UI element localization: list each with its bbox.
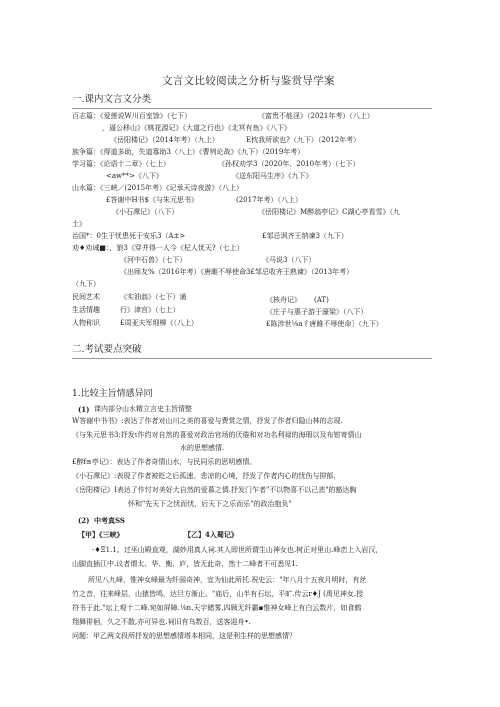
analysis-line: 《岳阳楼记》I表达了作忖对美好大自然的爱慕之情.抒发门乍者"不以物喜不以己悲"的豁达胸 <box>72 486 357 494</box>
row-text: £答谢中H书$《与朱元思书》 <box>106 196 199 204</box>
row-text: 《送东阳马生序》《九下》 <box>232 172 313 180</box>
analysis-line: 水的思想感情. <box>180 444 225 452</box>
analysis-line: 《小石潭记》:表现了作者被贬之后孤速、悲凉的心境，抒发了作者内心的忧伤与抑郁， <box>72 472 341 480</box>
row-text: (2017年考）（八上） <box>236 196 303 204</box>
category-label: 人物称识 <box>72 319 100 327</box>
passage-line: 翔舞徘徊，久之不散,亦可异也.祠旧有乌数百，送客迎舟•. <box>72 618 251 626</box>
row-text: 山水篇：《三峡／(2015年考）《记承天诗夜游》（八上） <box>72 184 244 192</box>
row-text: 百志篇：《爱莲说W川百室馀》（七下） <box>72 112 192 120</box>
analysis-line: W答谢中书书》:表达了作者对山川之美的喜爱与费赏之情，抒发了作者归隐山林的志现. <box>72 417 343 425</box>
row-text: （九下） <box>72 280 100 288</box>
row-text: 《马说3（八下） <box>262 256 316 264</box>
row-text: 劝♦劝诫■：，狼3《穿井得一人今《杞人忧天?（七上） <box>72 244 244 252</box>
work-title: 《实油翁》（七下）通 <box>120 293 187 301</box>
row-text: 《孙权劝学3（2020年、2010年考）（七下） <box>218 160 360 168</box>
row-text: <aw**>《八下》 <box>106 172 163 180</box>
row-text: 族争篇：《得道多助，失道寡助3（八上）《曹刿论战》《九下）（2019年考） <box>72 148 305 156</box>
analysis-line: 怀和"先天下之忧而忧，后天下之乐而乐"的政治抱负" <box>128 500 292 508</box>
row-text: 《小石潭记》（八下） <box>112 208 179 216</box>
work-title: £陈涉世⅛a彳唐雎不辱使命］（九下） <box>266 320 383 328</box>
work-title: 《庄子与惠子游于濠梁》（八下） <box>266 308 368 316</box>
row-text: 土》 <box>72 220 86 228</box>
row-text: 《岳阳楼记》M醉翁亭记》C湖心亭看雪》（九 <box>258 208 401 216</box>
item-text: 课内部分山水精立言史主旨情整 <box>94 405 192 413</box>
row-text: 学习篇：《论语十二章》（七上） <box>72 160 170 168</box>
item-number: (2) <box>78 516 90 525</box>
analysis-line: 《与朱元思书3:抒发ι作约对自然的喜爱对政治官场的厌倦和对功名利禄的海瑕以及布钳寄情山 <box>72 431 362 439</box>
row-text: 治国*：0生于忧患死于安乐3（A±> <box>72 232 186 240</box>
subheading: 1.比较主旨情感异同 <box>72 389 153 399</box>
passage-label-b: 【乙】4入蜀记》 <box>184 530 238 539</box>
row-text: ，逼公移山》《桃花源记》《大道之行也》《北冥有鱼》《八下》 <box>102 124 291 132</box>
passage-line: 山脚直插江中.议者谓太、华、衡、庐，皆无此奇，然十二峰者不可悉见1. <box>72 560 298 568</box>
row-text: 《出师友%（2016年考）《唐雎不辱使命3£邹忌收齐王熟谏》（2013年考） <box>120 268 354 276</box>
document-title: 文言文比较阅读之分析与鉴赏导学案 <box>162 75 335 87</box>
row-text: 《河中石兽》（七下） <box>120 256 187 264</box>
passage-line: 所见八九峰，惟神女峰最为纤丽奇神，宜为仙此所托.祝史云："年八月十五夜月明时，有丝 <box>88 576 367 584</box>
section2-rule <box>72 358 432 359</box>
section1-rule <box>72 108 432 109</box>
row-text: £邹忌讽齐王纳谏3（九下） <box>262 232 348 240</box>
work-title: (AT) <box>314 296 329 304</box>
section2-heading: 二.考试要点突破 <box>72 344 142 355</box>
category-label: 民间艺术 <box>72 293 100 301</box>
analysis-line: £醉f≡亭记》：表达了作者奇情山水，与民同乐的思明感情。 <box>72 458 257 466</box>
section1-heading: 一.课内文言文分类 <box>72 94 152 105</box>
item-text: 中考真SS <box>94 516 125 525</box>
passage-line: 竹之音，往来峰层，山猿皆鸣，达旦方渐止。"庙后，山半有石坛，平旷.传云r♦J (禹见神女.授 <box>72 590 364 598</box>
work-title: 行》津宫》（七上） <box>120 306 180 314</box>
row-text: 《富贵不能淫》（2021年考）（八上） <box>258 112 374 120</box>
passage-line: -♦Ξ1.1。过巫山殿直观，湖妙用真人祠.其人即世所谓生山神女也.树正对里山.峰峦上入岩汉， <box>92 546 383 554</box>
work-title: 《核舟记》 <box>266 296 301 304</box>
passage-label-a: 【甲】《三峡》 <box>78 530 124 539</box>
passage-line: 符书于此."坛上观十二峰.宛如屏障.⅛n,天宇睹雾,四顾无纤霸▪惟神女峰上有白云数片，如食鹤 <box>72 604 362 612</box>
category-label: 生活情趣 <box>72 306 100 314</box>
question-line: 问题：甲乙两文段所抒发的思想感情塔本相同，这是利生样的思想感情？ <box>72 632 296 640</box>
item-number: (1) <box>78 405 90 414</box>
row-text: E枕我所欲也?（九下）（2012年考） <box>246 136 361 144</box>
work-title: £周亚夫军细柳《（八上） <box>120 319 198 327</box>
row-text: 《岳阳楼记》（2014年考）（九上） <box>110 136 219 144</box>
